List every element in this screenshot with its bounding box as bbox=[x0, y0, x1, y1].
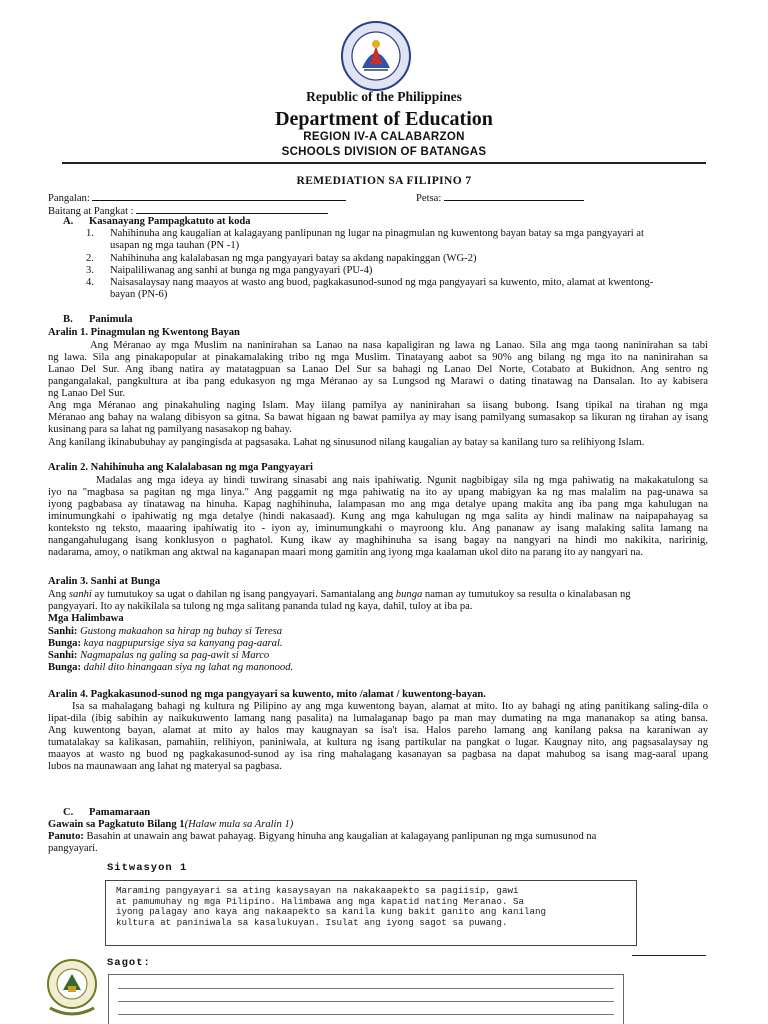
section-b-heading: Panimula bbox=[89, 314, 133, 325]
sitwasyon-line: at pamumuhay ng mga Pilipino. Halimbawa ang mga kapatid nating Meranao. Sa bbox=[116, 895, 524, 907]
objective-number: 1. bbox=[86, 228, 94, 239]
header-divider bbox=[62, 162, 706, 164]
objective-number: 2. bbox=[86, 253, 94, 264]
paragraph-line: kusinang para sa lahat ng pamilyang nasasakop ng bahay. bbox=[48, 424, 292, 435]
objective-text: Nahihinuha ang kaugalian at kalagayang panlipunan ng lugar na pinagmulan ng kuwentong bayan batay sa mga pangyayari at bbox=[110, 228, 644, 239]
objective-number: 4. bbox=[86, 277, 94, 288]
example-text: kaya nagpupursige siya sa kanyang pag-aaral. bbox=[80, 638, 283, 649]
answer-line[interactable] bbox=[118, 988, 614, 989]
paragraph-line: Méranao ang bahay na walang dibisyon sa gitna. Sa bawat higaan ng bawat pamilya ay may isang pamilyang sumasakop sa likuran ng tirahan ay isang bbox=[48, 412, 708, 423]
paragraph-line: pangyayari. Ito ay nakikilala sa tulong ng mga salitang pananda tulad ng kaya, dahil, tuloy at iba pa. bbox=[48, 601, 473, 612]
paragraph-line: Madalas ang mga ideya ay hindi tuwirang sinasabi ang nais ipahiwatig. Ngunit nagbibigay sila ng mga pahiwatig na makakatulong sa bbox=[96, 475, 708, 486]
answer-line[interactable] bbox=[118, 1014, 614, 1015]
division-heading: SCHOOLS DIVISION OF BATANGAS bbox=[281, 146, 487, 158]
text-span: Ang bbox=[48, 589, 69, 600]
panuto-text: Basahin at unawain ang bawat pahayag. Bigyang hinuha ang kaugalian at kalagayang panlipunan ng mga sumusunod na bbox=[83, 831, 597, 842]
term-sanhi: sanhi bbox=[68, 589, 92, 600]
panuto-line bbox=[48, 831, 708, 843]
panuto-label: Panuto: bbox=[48, 831, 84, 842]
school-logo-icon bbox=[44, 956, 100, 1024]
examples-heading: Mga Halimbawa bbox=[48, 613, 124, 624]
paragraph-line: pangangalakal, pangkultura at iba pang edukasyon ng mga Méranao ay sa Lungsod ng Marawi o dating tinatawag na Dansalan. Ito ay kabisera bbox=[48, 376, 708, 387]
sitwasyon-label: Sitwasyon 1 bbox=[107, 862, 188, 874]
answer-line[interactable] bbox=[118, 1001, 614, 1002]
section-c-number: C. bbox=[63, 807, 74, 818]
paragraph-line: maayos at wasto ng buod ng pagkakasunod-sunod ay isa ring mahalagang kasanayan sa pagbasa na dapat mahubog sa isang mag-aaral upang bbox=[48, 749, 708, 760]
objective-text: bayan (PN-6) bbox=[110, 289, 168, 300]
example-text: dahil dito hinangaan siya ng lahat ng manonood. bbox=[80, 662, 294, 673]
deped-seal-icon bbox=[340, 20, 412, 92]
paragraph-line: Ang Méranao ay mga Muslim na naninirahan sa Lanao na nasa kapaligiran ng lawa ng Lanao. Sila ang mga taong naninirahan sa tabi bbox=[90, 340, 708, 351]
section-a-number: A. bbox=[63, 216, 74, 227]
paragraph-line: ng lawa. Sila ang pinakapopular at pinakamalaking tribo ng mga Muslim. Tinatayang aabot sa 90% ang bilang ng mga ito na naninirahan sa bbox=[48, 352, 708, 363]
paragraph-line: iminumungkahi o ipahiwatig ng mga detalye (hindi nakasaad). Kung ang mga kahulugan ng mga salita ay hindi malinaw na naipapahayag sa bbox=[48, 511, 708, 522]
grade-label: Baitang at Pangkat : bbox=[48, 206, 134, 217]
paragraph-line bbox=[48, 589, 708, 601]
paragraph-line: Lanao Del Sur. Ang ibang natira ay matatagpuan sa Lanao Del Sur sa bahagi ng Lanao Del Norte, Cotabato at Bukidnon. Ang sentro ng bbox=[48, 364, 708, 375]
text-span: ay tumutukoy sa ugat o dahilan ng isang pangyayari. Samantalang ang bbox=[91, 589, 396, 600]
example-line bbox=[48, 626, 708, 638]
example-label: Bunga: bbox=[48, 662, 81, 673]
example-line bbox=[48, 638, 708, 650]
gawain-label: Gawain sa Pagkatuto Bilang 1 bbox=[48, 819, 185, 830]
section-c-heading: Pamamaraan bbox=[89, 807, 151, 818]
panuto-line: pangyayari. bbox=[48, 843, 98, 854]
section-b-number: B. bbox=[63, 314, 73, 325]
term-bunga: bunga bbox=[395, 589, 423, 600]
section-a-heading: Kasanayang Pampagkatuto at koda bbox=[89, 216, 251, 227]
aralin-4-title: Aralin 4. Pagkakasunod-sunod ng mga pangyayari sa kuwento, mito /alamat / kuwentong-bayan. bbox=[48, 689, 486, 700]
gawain-title bbox=[48, 819, 293, 831]
paragraph-line: iyong pagbabasa ay tinatawag na hinuha. Kapag naghihinuha, lalampasan mo ang mga detalye upang makita ang iba pang mga kahulugan na bbox=[48, 499, 708, 510]
example-line bbox=[48, 662, 708, 674]
grade-field[interactable] bbox=[136, 204, 328, 214]
paragraph-line: lubos na maunawaan ang lahat ng materyal sa pagbasa. bbox=[48, 761, 282, 772]
paragraph-line: nangangahulugang isang konklusyon o paghatol. Kung ikaw ay maghihinuha sa isang bagay na nangyari na hindi mo nakikita, naririnig, bbox=[48, 535, 708, 546]
paragraph-line: nadarama, amoy, o natikman ang aktwal na kaganapan maari mong gamitin ang iyong mga kaalaman ukol dito na parang ito ay nangyari na. bbox=[48, 547, 644, 558]
example-label: Bunga: bbox=[48, 638, 81, 649]
paragraph-line: konteksto ng teksto, maaaring ipahiwatig ito - iyon ay, iminumungkahi o mayroong klu. Ang pananaw ay isang malaking salita lamang na bbox=[48, 523, 708, 534]
republic-heading: Republic of the Philippines bbox=[306, 89, 462, 104]
paragraph-line: Isa sa mahalagang bahagi ng kultura ng Pilipino ay ang mga kuwentong bayan, alamat at mito. Ito ay bahagi ng ating panitikang saling-dila o bbox=[72, 701, 708, 712]
gawain-source: (Halaw mula sa Aralin 1) bbox=[184, 819, 294, 830]
date-field[interactable] bbox=[444, 191, 584, 201]
sitwasyon-line: Maraming pangyayari sa ating kasaysayan na nakakaapekto sa pagiisip, gawi bbox=[116, 885, 519, 896]
example-text: Nagmapalas ng galing sa pag-awit si Marco bbox=[77, 650, 270, 661]
document-title: REMEDIATION SA FILIPINO 7 bbox=[296, 175, 472, 187]
example-label: Sanhi: bbox=[48, 650, 78, 661]
aralin-2-title: Aralin 2. Nahihinuha ang Kalalabasan ng mga Pangyayari bbox=[48, 462, 313, 473]
sitwasyon-line: iyong palagay ano kaya ang nakaapekto sa kanila kung bakit ganito ang kanilang bbox=[116, 906, 547, 918]
answer-area[interactable] bbox=[108, 974, 624, 1024]
objective-text: Naipaliliwanag ang sanhi at bunga ng mga pangyayari (PU-4) bbox=[110, 265, 373, 276]
aralin-1-title: Aralin 1. Pinagmulan ng Kwentong Bayan bbox=[48, 327, 240, 338]
objective-text: Nahihinuha ang kalalabasan ng mga pangyayari batay sa akdang napakinggan (WG-2) bbox=[110, 253, 477, 264]
paragraph-line: Ang kuwentong bayan, alamat at mito ay halos may kaugnayan sa isa't isa. Halos pareho lamang ang kanilang paksa na karaniwan ay bbox=[48, 725, 708, 736]
paragraph-line: iyo na "magbasa sa pagitan ng mga linya." Ang paggamit ng mga pahiwatig na ito ay upang mabigyan ka ng mas malalim na pag-unawa sa bbox=[48, 487, 708, 498]
aralin-3-title: Aralin 3. Sanhi at Bunga bbox=[48, 576, 161, 587]
sitwasyon-line: kultura at paniniwala sa kasalukuyan. Isulat ang iyong sagot sa puwang. bbox=[116, 916, 508, 928]
department-heading: Department of Education bbox=[275, 108, 493, 130]
example-label: Sanhi: bbox=[48, 626, 78, 637]
example-line bbox=[48, 650, 708, 662]
date-label: Petsa: bbox=[416, 193, 442, 204]
paragraph-line: tumatalakay sa kalikasan, pamahiin, relihiyon, paniniwala, at kultura ng isang partikular na pangkat o lugar. Kaugnay nito, ang pagsasalaysay ng bbox=[48, 737, 708, 748]
signature-line bbox=[632, 955, 706, 956]
paragraph-line: Ang kanilang ikinabubuhay ay pangingisda at pagsasaka. Lahat ng sinusunod nilang kaugalian ay batay sa kanilang turo sa relihiyong Islam. bbox=[48, 437, 645, 448]
example-text: Gustong makaahon sa hirap ng buhay si Teresa bbox=[77, 626, 283, 637]
paragraph-line: ng Lanao Del Sur. bbox=[48, 388, 126, 399]
objective-text: usapan ng mga tauhan (PN -1) bbox=[110, 240, 240, 251]
name-label: Pangalan: bbox=[48, 193, 90, 204]
sagot-label: Sagot: bbox=[107, 957, 151, 969]
name-field[interactable] bbox=[92, 191, 346, 201]
sitwasyon-text bbox=[116, 886, 626, 928]
region-heading: REGION IV-A CALABARZON bbox=[303, 131, 465, 143]
paragraph-line: Ang mga Méranao ang pinakahuling naging Islam. May iilang pamilya ay naninirahan sa iisang bubong. Isang tipikal na tirahan ng mga bbox=[48, 400, 708, 411]
objective-text: Naisasalaysay nang maayos at wasto ang buod, pagkakasunod-sunod ng mga pangyayari sa kuwento, mito, alamat at kwentong- bbox=[110, 277, 654, 288]
paragraph-line: lipat-dila (ibig sabihin ay naikukuwento lamang nang pasalita) na lumalaganap bago pa man may dumating na mga mananakop sa ating bansa. bbox=[48, 713, 708, 724]
text-span: naman ay tumutukoy sa resulta o kinalabasan ng bbox=[422, 589, 631, 600]
objective-number: 3. bbox=[86, 265, 94, 276]
